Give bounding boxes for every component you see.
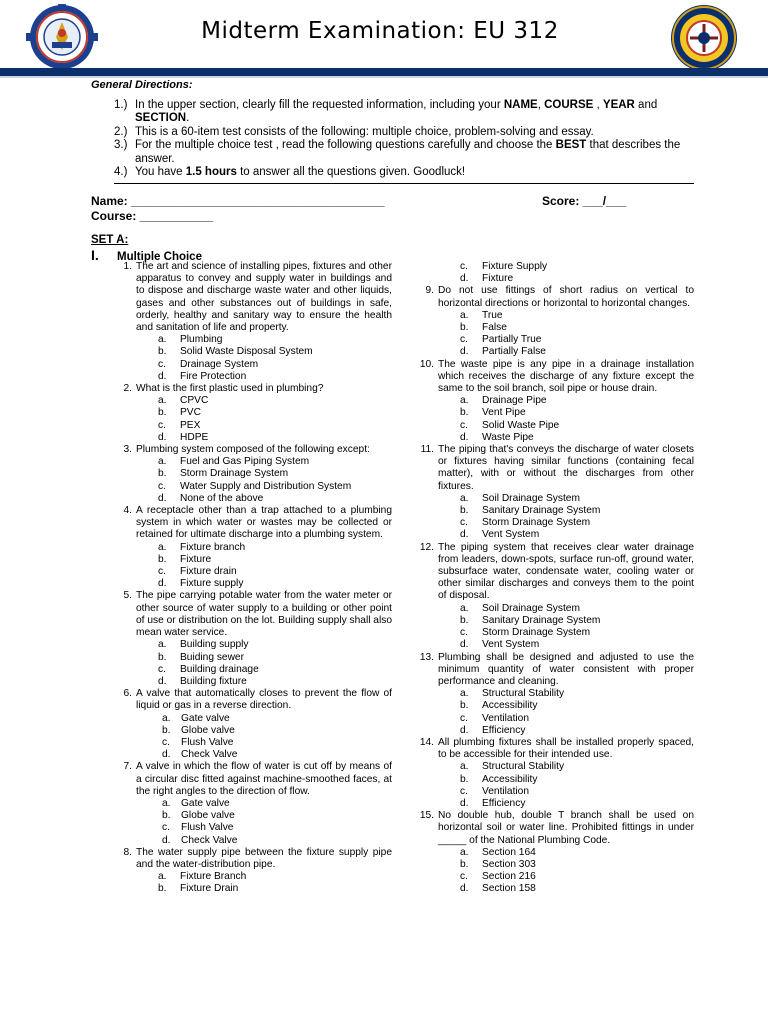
direction-emphasis: BEST: [555, 139, 587, 152]
question-text: What is the first plastic used in plumbing?: [136, 383, 324, 395]
option-text: Storm Drainage System: [180, 468, 289, 480]
question-stem: [414, 542, 694, 603]
answer-option[interactable]: [414, 432, 694, 444]
option-letter: c.: [460, 712, 468, 724]
direction-text: to answer all the questions given. Goodluck!: [236, 166, 466, 179]
direction-text: For the multiple choice test , read the following questions carefully and choose the: [135, 139, 556, 152]
header-divider-shadow: [0, 76, 768, 78]
page-header: [0, 0, 768, 80]
general-directions-heading: General Directions:: [91, 79, 193, 91]
option-letter: a.: [162, 797, 171, 809]
question-number: 7.: [123, 761, 132, 773]
score-field[interactable]: Score: ___/___: [542, 194, 627, 208]
option-letter: d.: [460, 431, 469, 443]
question-item: [112, 847, 392, 896]
option-letter: b.: [460, 700, 469, 712]
answer-option[interactable]: [112, 883, 392, 895]
option-letter: b.: [460, 322, 469, 334]
answer-option[interactable]: [112, 664, 392, 676]
answer-option[interactable]: [112, 652, 392, 664]
option-letter: a.: [158, 456, 167, 468]
course-field[interactable]: Course: ___________: [91, 209, 214, 223]
option-letter: b.: [162, 810, 171, 822]
option-text: Solid Waste Pipe: [482, 419, 560, 431]
direction-text: that describes the answer.: [135, 139, 681, 165]
college-seal-logo: [662, 4, 746, 72]
question-item: [112, 261, 392, 383]
answer-option[interactable]: [414, 603, 694, 615]
option-letter: c.: [460, 419, 468, 431]
answer-option[interactable]: [414, 798, 694, 810]
option-letter: d.: [158, 431, 167, 443]
option-letter: c.: [158, 480, 166, 492]
option-text: Waste Pipe: [482, 431, 534, 443]
option-text: Building supply: [180, 639, 249, 651]
option-letter: b.: [158, 468, 167, 480]
question-stem: [414, 652, 694, 689]
answer-option[interactable]: [414, 529, 694, 541]
answer-option[interactable]: [414, 334, 694, 346]
question-text: Do not use fittings of short radius on vertical to horizontal directions or horizontal to horizontal changes.: [438, 285, 694, 309]
question-number: 15.: [419, 810, 434, 822]
option-text: Fixture Supply: [482, 261, 548, 272]
question-number: 4.: [123, 505, 132, 517]
option-text: Ventilation: [482, 785, 530, 797]
option-text: Flush Valve: [181, 736, 234, 748]
answer-option[interactable]: [112, 432, 392, 444]
option-letter: b.: [158, 883, 167, 895]
option-letter: a.: [162, 712, 171, 724]
option-letter: c.: [158, 358, 166, 370]
option-letter: a.: [158, 334, 167, 346]
option-letter: b.: [460, 505, 469, 517]
direction-item: [114, 126, 694, 139]
option-text: Ventilation: [482, 712, 530, 724]
option-letter: c.: [162, 822, 170, 834]
questions-right-column: [414, 261, 694, 896]
option-letter: c.: [460, 517, 468, 529]
option-letter: a.: [460, 761, 469, 773]
direction-item: [114, 99, 694, 126]
answer-option[interactable]: [112, 578, 392, 590]
answer-option[interactable]: [112, 566, 392, 578]
question-number: 2.: [123, 383, 132, 395]
option-text: True: [482, 309, 503, 321]
answer-option[interactable]: [112, 468, 392, 480]
option-letter: b.: [460, 407, 469, 419]
question-text: Plumbing system composed of the following except:: [136, 444, 370, 456]
option-text: PVC: [180, 407, 201, 419]
question-number: 12.: [419, 541, 434, 553]
header-divider-bar: [0, 68, 768, 76]
question-text: The water supply pipe between the fixture supply pipe and the water-distribution pipe.: [136, 846, 392, 870]
option-letter: d.: [162, 834, 171, 846]
option-letter: b.: [460, 614, 469, 626]
option-text: Fixture: [180, 553, 212, 565]
question-text: The piping system that receives clear water drainage from leaders, down-spots, surface run-off, ground water, subsurface water, condensate water, cooling water or other similar discharges and conveys them to the point of disposal.: [438, 541, 694, 602]
question-stem: [112, 383, 392, 395]
option-text: Globe valve: [181, 810, 235, 822]
question-text: A valve in which the flow of water is cut off by means of a circular disc fitted against machine-smoothed faces, at the right angles to the direction of flow.: [136, 761, 392, 797]
question-stem: [414, 359, 694, 396]
answer-option[interactable]: [112, 713, 392, 725]
answer-option[interactable]: [112, 737, 392, 749]
option-text: None of the above: [180, 492, 264, 504]
direction-emphasis: 1.5 hours: [185, 166, 237, 179]
answer-option[interactable]: [112, 725, 392, 737]
question-text: A valve that automatically closes to prevent the flow of liquid or gas in a reverse direction.: [136, 688, 392, 712]
option-text: Water Supply and Distribution System: [180, 480, 352, 492]
question-stem: [112, 444, 392, 456]
direction-text: ,: [537, 99, 545, 111]
direction-text: This is a 60-item test consists of the following: multiple choice, problem-solving and essay.: [135, 125, 594, 138]
question-text: The pipe carrying potable water from the water meter or other source of water supply to a building or other point of use or distribution on the lot. Building supply shall also mean water service.: [136, 590, 392, 639]
question-stem: [112, 688, 392, 712]
question-stem: [112, 590, 392, 639]
answer-option[interactable]: [414, 883, 694, 895]
option-text: Soil Drainage System: [482, 492, 580, 504]
direction-item: [114, 139, 694, 166]
question-item: [414, 810, 694, 895]
answer-option[interactable]: [414, 761, 694, 773]
answer-option[interactable]: [414, 310, 694, 322]
question-text: Plumbing shall be designed and adjusted to use the minimum quantity of water consistent with proper performance and cleaning.: [438, 651, 694, 687]
option-letter: d.: [460, 797, 469, 809]
question-text: No double hub, double T branch shall be used on horizontal soil or water line. Prohibited fittings in under _____ of the National Plumbing Code.: [438, 810, 694, 846]
option-letter: a.: [158, 639, 167, 651]
question-number: 11.: [420, 444, 434, 456]
option-text: Globe valve: [181, 724, 235, 736]
answer-option[interactable]: [112, 835, 392, 847]
option-text: Solid Waste Disposal System: [180, 346, 313, 358]
option-text: Fixture supply: [180, 578, 244, 590]
option-letter: d.: [158, 370, 167, 382]
option-text: Plumbing: [180, 334, 223, 346]
set-label: SET A:: [91, 234, 129, 246]
question-item: [414, 261, 694, 285]
option-letter: c.: [158, 419, 166, 431]
answer-option[interactable]: [414, 700, 694, 712]
direction-number: 2.): [114, 125, 128, 138]
option-text: Section 158: [482, 883, 536, 895]
option-letter: c.: [460, 785, 468, 797]
answer-option[interactable]: [112, 456, 392, 468]
option-text: Vent System: [482, 639, 540, 651]
option-letter: d.: [162, 749, 171, 761]
question-item: [414, 285, 694, 358]
answer-option[interactable]: [414, 639, 694, 651]
answer-option[interactable]: [414, 847, 694, 859]
answer-option[interactable]: [414, 517, 694, 529]
answer-option[interactable]: [112, 676, 392, 688]
option-text: Structural Stability: [482, 688, 565, 700]
option-text: Vent System: [482, 529, 540, 541]
option-letter: c.: [162, 736, 170, 748]
option-letter: a.: [158, 541, 167, 553]
question-number: 5.: [123, 590, 132, 602]
answer-option[interactable]: [414, 615, 694, 627]
option-text: Efficiency: [482, 724, 526, 736]
option-text: Structural Stability: [482, 761, 565, 773]
option-text: Fixture Branch: [180, 871, 247, 883]
option-text: Drainage System: [180, 358, 259, 370]
question-item: [112, 761, 392, 846]
option-text: Partially True: [482, 334, 542, 346]
question-text: The waste pipe is any pipe in a drainage installation which receives the discharge of any fixture except the same to the soil branch, soil pipe or house drain.: [438, 358, 694, 395]
option-letter: d.: [460, 346, 469, 358]
answer-option[interactable]: [414, 725, 694, 737]
option-text: Storm Drainage System: [482, 627, 591, 639]
direction-emphasis: NAME: [503, 99, 538, 111]
option-letter: d.: [158, 492, 167, 504]
option-text: Fixture branch: [180, 541, 246, 553]
answer-option[interactable]: [112, 334, 392, 346]
option-text: Accessibility: [482, 773, 538, 785]
answer-option[interactable]: [112, 554, 392, 566]
question-stem: [414, 810, 694, 847]
option-letter: b.: [460, 773, 469, 785]
option-text: Fixture drain: [180, 566, 237, 578]
option-text: Buiding sewer: [180, 651, 244, 663]
direction-text: .: [186, 112, 190, 125]
option-text: Gate valve: [181, 712, 230, 724]
question-item: [112, 688, 392, 761]
question-number: 10.: [419, 358, 434, 370]
option-letter: d.: [460, 273, 469, 285]
option-text: Building drainage: [180, 663, 259, 675]
option-text: HDPE: [180, 431, 209, 443]
direction-number: 4.): [114, 166, 128, 179]
answer-option[interactable]: [414, 395, 694, 407]
answer-option[interactable]: [112, 822, 392, 834]
option-letter: a.: [460, 395, 469, 407]
option-letter: c.: [158, 663, 166, 675]
question-stem: [112, 261, 392, 334]
question-item: [112, 505, 392, 590]
option-text: Vent Pipe: [482, 407, 526, 419]
question-number: 1.: [123, 261, 132, 272]
direction-text: ,: [593, 99, 603, 111]
answer-option[interactable]: [414, 407, 694, 419]
answer-option[interactable]: [414, 420, 694, 432]
answer-option[interactable]: [112, 420, 392, 432]
option-letter: a.: [460, 688, 469, 700]
option-text: Drainage Pipe: [482, 395, 547, 407]
answer-option[interactable]: [112, 639, 392, 651]
option-text: Section 216: [482, 871, 536, 883]
section-number: I.: [91, 247, 99, 263]
answer-option[interactable]: [112, 749, 392, 761]
answer-option[interactable]: [414, 261, 694, 273]
question-text: The piping that's conveys the discharge of water closets or fixtures having similar functions (containing fecal matter), with or without the discharges from other fixtures.: [438, 444, 694, 492]
option-text: Sanitary Drainage System: [482, 505, 601, 517]
question-item: [414, 359, 694, 444]
answer-option[interactable]: [112, 395, 392, 407]
option-text: Fire Protection: [180, 370, 247, 382]
question-stem: [112, 505, 392, 542]
answer-option[interactable]: [414, 713, 694, 725]
option-text: Accessibility: [482, 700, 538, 712]
direction-text: and: [634, 99, 658, 111]
option-letter: a.: [158, 395, 167, 407]
answer-option[interactable]: [112, 542, 392, 554]
direction-text: You have: [135, 166, 186, 179]
option-text: Partially False: [482, 346, 546, 358]
option-text: Fuel and Gas Piping System: [180, 456, 310, 468]
question-item: [112, 383, 392, 444]
question-stem: [414, 444, 694, 493]
option-letter: b.: [158, 346, 167, 358]
option-letter: c.: [460, 627, 468, 639]
university-seal-logo: [24, 4, 100, 70]
option-text: Check Valve: [181, 749, 238, 761]
question-number: 6.: [123, 688, 132, 700]
option-text: Section 303: [482, 858, 536, 870]
option-text: Fixture: [482, 273, 514, 285]
direction-emphasis: COURSE: [544, 99, 594, 111]
option-letter: b.: [158, 407, 167, 419]
question-item: [414, 737, 694, 810]
direction-number: 1.): [114, 99, 128, 111]
option-letter: d.: [460, 883, 469, 895]
option-text: Soil Drainage System: [482, 602, 580, 614]
option-text: Section 164: [482, 846, 536, 858]
answer-option[interactable]: [112, 481, 392, 493]
question-stem: [112, 761, 392, 798]
direction-emphasis: YEAR: [602, 99, 635, 111]
option-letter: a.: [460, 602, 469, 614]
answer-option[interactable]: [414, 871, 694, 883]
question-text: A receptacle other than a trap attached to a plumbing system in which water or wastes may be collected or retained for ultimate discharge into a plumbing system.: [136, 505, 392, 541]
general-directions-list: [114, 99, 694, 179]
option-letter: b.: [162, 724, 171, 736]
questions-left-column: [112, 261, 392, 896]
section-title: Multiple Choice: [117, 251, 202, 263]
option-letter: a.: [460, 492, 469, 504]
option-letter: c.: [460, 261, 468, 272]
answer-option[interactable]: [414, 688, 694, 700]
option-letter: c.: [460, 334, 468, 346]
question-number: 8.: [123, 846, 132, 858]
answer-option[interactable]: [414, 322, 694, 334]
answer-option[interactable]: [414, 859, 694, 871]
option-letter: d.: [158, 675, 167, 687]
question-item: [414, 652, 694, 737]
option-letter: a.: [460, 846, 469, 858]
question-text: The art and science of installing pipes, fixtures and other apparatus to convey and supply water in buildings and to dispose and discharge waste water and other liquids, gases and other substances out of buildings in safe, orderly, healthy and sanitary way to ensure the health and sanitation of life and property.: [136, 261, 392, 334]
answer-option[interactable]: [414, 505, 694, 517]
answer-option[interactable]: [112, 346, 392, 358]
question-number: 13.: [419, 651, 434, 663]
option-letter: c.: [158, 566, 166, 578]
direction-emphasis: SECTION: [135, 112, 187, 125]
answer-option[interactable]: [112, 810, 392, 822]
option-letter: a.: [460, 309, 469, 321]
option-text: Sanitary Drainage System: [482, 614, 601, 626]
question-number: 14.: [419, 736, 434, 748]
option-letter: a.: [158, 871, 167, 883]
option-text: Building fixture: [180, 675, 247, 687]
answer-option[interactable]: [414, 346, 694, 358]
direction-item: [114, 166, 694, 179]
answer-option[interactable]: [112, 871, 392, 883]
answer-option[interactable]: [112, 407, 392, 419]
question-stem: [414, 285, 694, 309]
option-letter: d.: [158, 578, 167, 590]
name-field[interactable]: Name: ______________________________________: [91, 194, 385, 208]
option-text: False: [482, 322, 507, 334]
answer-option[interactable]: [112, 798, 392, 810]
question-stem: [414, 737, 694, 761]
option-letter: b.: [158, 553, 167, 565]
answer-option[interactable]: [112, 371, 392, 383]
directions-divider: [114, 183, 694, 184]
option-text: Check Valve: [181, 834, 238, 846]
option-letter: b.: [460, 858, 469, 870]
answer-option[interactable]: [112, 359, 392, 371]
answer-option[interactable]: [414, 273, 694, 285]
question-text: All plumbing fixtures shall be installed properly spaced, to be accessible for their intended use.: [438, 736, 694, 761]
answer-option[interactable]: [112, 493, 392, 505]
direction-number: 3.): [114, 139, 128, 152]
answer-option[interactable]: [414, 774, 694, 786]
option-letter: d.: [460, 639, 469, 651]
option-text: PEX: [180, 419, 201, 431]
answer-option[interactable]: [414, 627, 694, 639]
option-text: Gate valve: [181, 797, 230, 809]
direction-text: In the upper section, clearly fill the requested information, including your: [135, 99, 504, 111]
option-letter: d.: [460, 529, 469, 541]
option-text: CPVC: [180, 395, 209, 407]
page-title: Midterm Examination: EU 312: [201, 18, 559, 44]
option-text: Fixture Drain: [180, 883, 239, 895]
question-number: 9.: [425, 285, 434, 297]
answer-option[interactable]: [414, 786, 694, 798]
option-text: Storm Drainage System: [482, 517, 591, 529]
option-letter: b.: [158, 651, 167, 663]
question-item: [414, 444, 694, 542]
option-letter: c.: [460, 871, 468, 883]
question-item: [414, 542, 694, 652]
question-item: [112, 444, 392, 505]
option-letter: d.: [460, 724, 469, 736]
question-item: [112, 590, 392, 688]
option-text: Flush Valve: [181, 822, 234, 834]
question-number: 3.: [123, 444, 132, 456]
question-stem: [112, 847, 392, 871]
answer-option[interactable]: [414, 493, 694, 505]
option-text: Efficiency: [482, 797, 526, 809]
